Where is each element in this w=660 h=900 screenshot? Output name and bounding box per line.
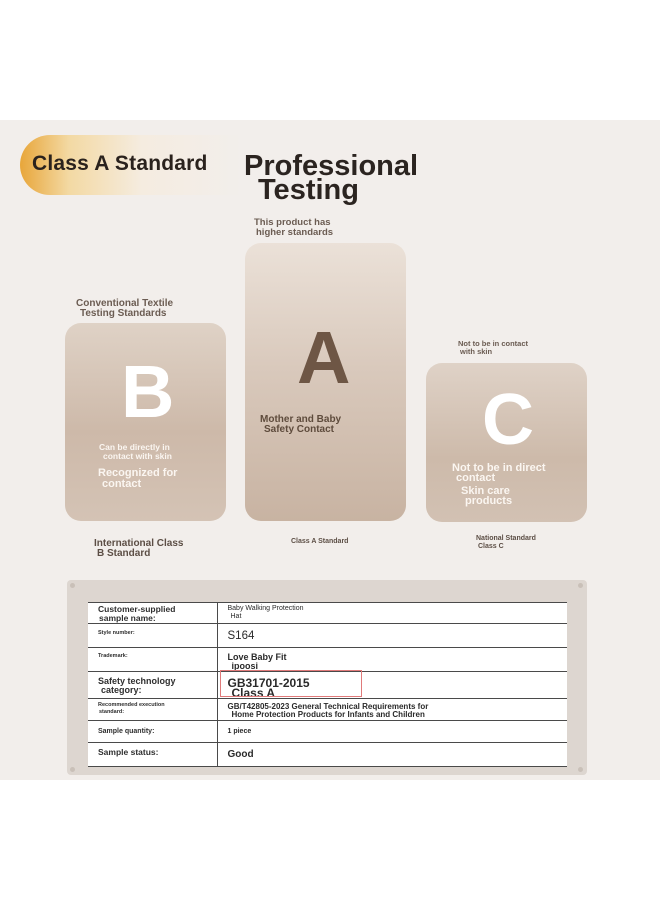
card-b-sub: Recognized for contact — [98, 467, 178, 490]
row-label: Recommended execution standard: — [88, 699, 217, 721]
card-a-caption: This product has higher standards — [254, 217, 334, 238]
title-line-1: Professional — [244, 150, 419, 182]
card-class-b — [65, 323, 226, 521]
class-a-badge: Class A Standard — [32, 152, 208, 175]
frame-rivet — [70, 583, 75, 588]
table-row — [88, 699, 567, 721]
card-c-caption: Not to be in contact with skin — [458, 339, 528, 356]
row-label: Sample quantity: — [88, 721, 217, 743]
row-value: GB31701-2015 Class A — [217, 672, 567, 699]
row-label: Style number: — [88, 624, 217, 648]
row-label: Trademark: — [88, 648, 217, 672]
row-value: GB/T42805-2023 General Technical Requirements for Home Protection Products for Infants and Children — [217, 699, 567, 721]
card-class-c — [426, 363, 587, 522]
card-c-footer: National Standard Class C — [476, 535, 536, 550]
row-value: Baby Walking Protection Hat — [217, 603, 567, 624]
card-a-footer: Class A Standard — [291, 538, 349, 545]
page-title — [244, 150, 464, 206]
row-value: Good — [217, 743, 567, 767]
highlight-box — [220, 670, 362, 697]
card-b-note: Can be directly in contact with skin — [99, 442, 172, 461]
row-value: 1 piece — [217, 721, 567, 743]
title-line-2: Testing — [258, 174, 359, 206]
row-label: Customer-supplied sample name: — [88, 603, 217, 624]
card-a-note: Mother and Baby Safety Contact — [260, 414, 342, 435]
frame-rivet — [578, 583, 583, 588]
row-label: Safety technology category: — [88, 672, 217, 699]
card-c-letter: C — [482, 380, 534, 460]
card-c-note: Not to be in direct contact — [452, 462, 546, 484]
card-b-caption: Conventional Textile Testing Standards — [76, 298, 174, 319]
card-c-sub: Skin care products — [461, 485, 513, 507]
row-value: S164 — [217, 624, 567, 648]
table-row — [88, 743, 567, 767]
table-row — [88, 721, 567, 743]
card-class-a — [245, 243, 406, 521]
card-a-letter: A — [297, 316, 351, 399]
table-row — [88, 603, 567, 624]
frame-rivet — [578, 767, 583, 772]
table-row — [88, 648, 567, 672]
frame-rivet — [70, 767, 75, 772]
card-b-letter: B — [121, 350, 175, 433]
card-b-footer: International Class B Standard — [94, 538, 184, 559]
table-row — [88, 624, 567, 648]
row-value: Love Baby Fit ipoosi — [217, 648, 567, 672]
row-label: Sample status: — [88, 743, 217, 767]
